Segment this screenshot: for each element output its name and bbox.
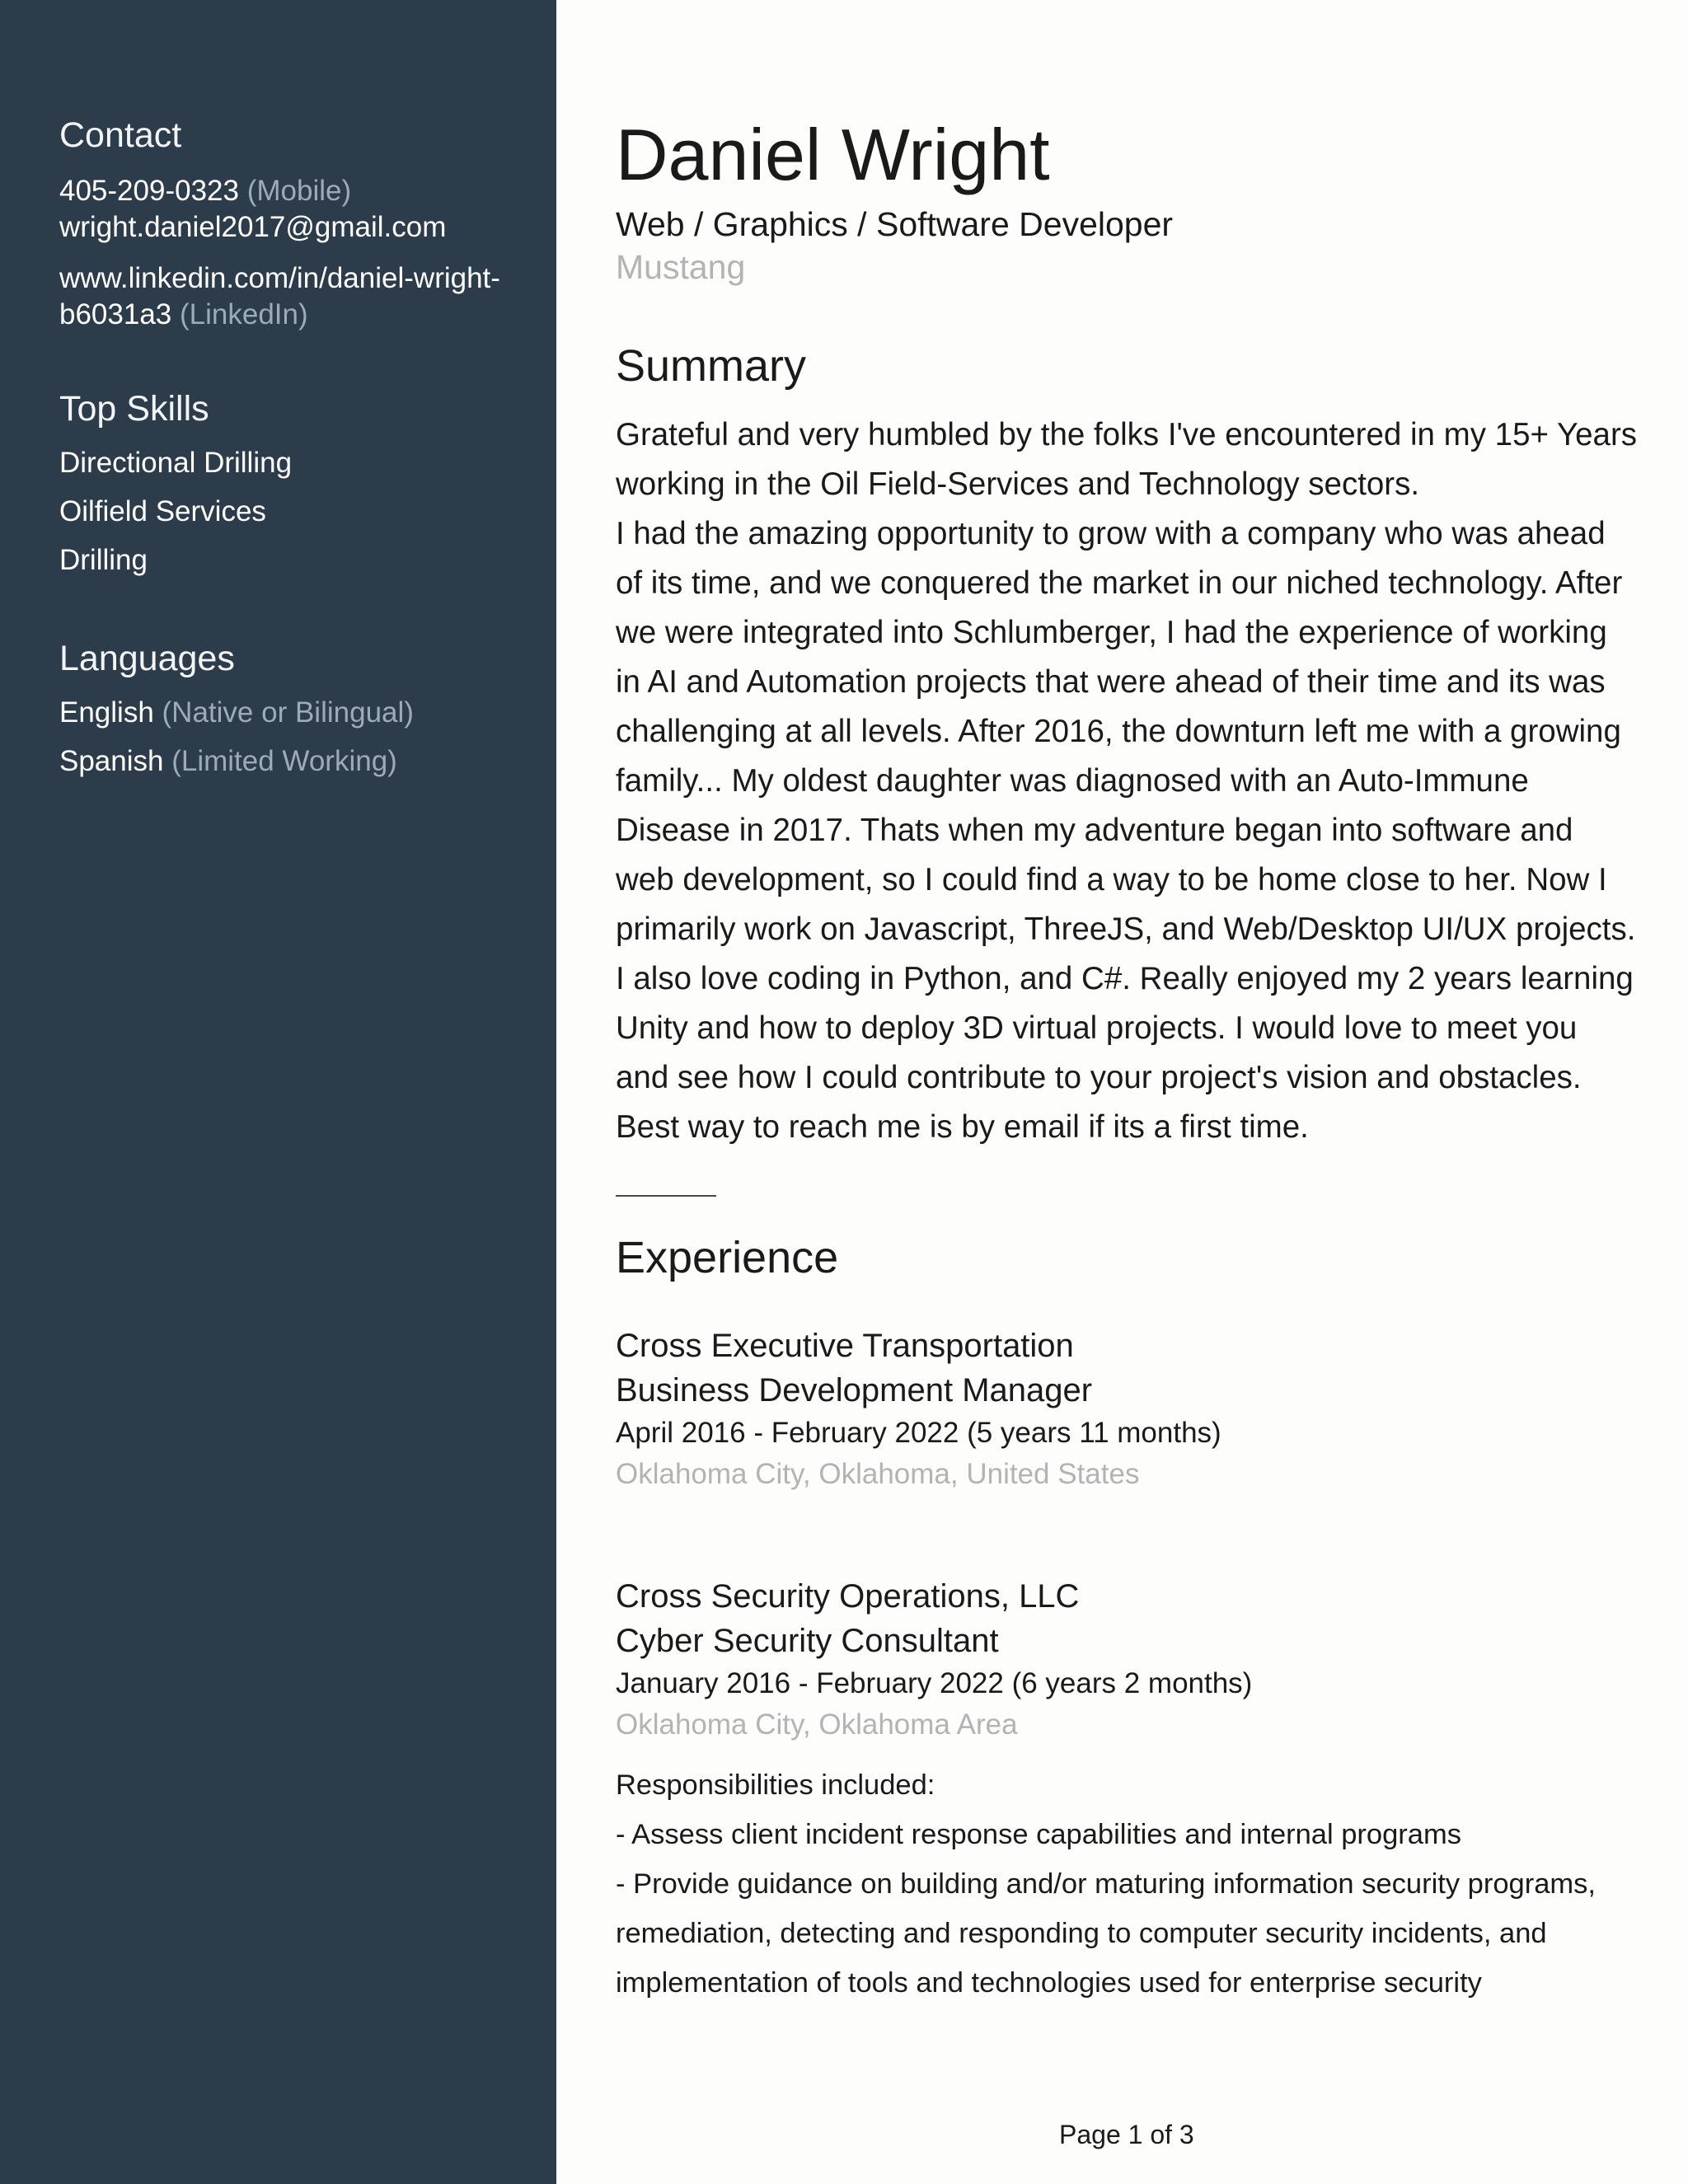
language-level: (Native or Bilingual) bbox=[162, 696, 414, 729]
experience-title: Experience bbox=[616, 1233, 839, 1282]
language-level: (Limited Working) bbox=[171, 745, 397, 777]
languages-section bbox=[59, 637, 532, 785]
contact-heading: Contact bbox=[59, 115, 182, 155]
language-item bbox=[59, 688, 532, 737]
contact-spacer bbox=[59, 246, 532, 260]
languages-heading: Languages bbox=[59, 639, 235, 678]
job-company: Cross Executive Transportation bbox=[616, 1328, 1074, 1364]
job-location: Oklahoma City, Oklahoma Area bbox=[616, 1708, 1018, 1741]
section-divider bbox=[616, 1195, 716, 1197]
phone-line bbox=[59, 173, 532, 209]
contact-section bbox=[59, 114, 532, 333]
skill-item: Drilling bbox=[59, 544, 148, 576]
linkedin-line2 bbox=[59, 297, 532, 333]
language-name: Spanish bbox=[59, 745, 164, 777]
responsibility-line: remediation, detecting and responding to computer security incidents, and bbox=[616, 1918, 1547, 1949]
responsibility-line: Responsibilities included: bbox=[616, 1769, 935, 1801]
job-role: Business Development Manager bbox=[616, 1372, 1093, 1408]
summary-title: Summary bbox=[616, 341, 807, 391]
job-responsibilities bbox=[616, 1760, 1638, 2008]
phone-type: (Mobile) bbox=[246, 175, 352, 207]
sidebar bbox=[0, 0, 556, 2184]
profile-location: Mustang bbox=[616, 248, 746, 286]
job-dates: January 2016 - February 2022 (6 years 2 months) bbox=[616, 1667, 1253, 1699]
linkedin-link-line1[interactable]: www.linkedin.com/in/daniel-wright- bbox=[59, 262, 500, 294]
job-location: Oklahoma City, Oklahoma, United States bbox=[616, 1458, 1140, 1490]
responsibility-line: - Assess client incident response capabilities and internal programs bbox=[616, 1819, 1461, 1850]
top-skills-heading: Top Skills bbox=[59, 389, 209, 429]
experience-item bbox=[616, 1324, 1638, 1495]
phone-number[interactable]: 405-209-0323 bbox=[59, 175, 239, 207]
linkedin-type: (LinkedIn) bbox=[180, 298, 308, 330]
language-item bbox=[59, 737, 532, 785]
responsibility-line: - Provide guidance on building and/or maturing information security programs, bbox=[616, 1868, 1596, 1900]
linkedin-link-line2[interactable]: b6031a3 bbox=[59, 298, 172, 330]
profile-headline: Web / Graphics / Software Developer bbox=[616, 205, 1174, 243]
responsibility-line: implementation of tools and technologies used for enterprise security bbox=[616, 1967, 1482, 1999]
email-link[interactable]: wright.daniel2017@gmail.com bbox=[59, 211, 447, 243]
language-name: English bbox=[59, 696, 154, 729]
main-content bbox=[616, 114, 1638, 2008]
job-company: Cross Security Operations, LLC bbox=[616, 1578, 1080, 1615]
skill-item: Directional Drilling bbox=[59, 447, 293, 479]
experience-item bbox=[616, 1574, 1638, 2008]
summary-body: Grateful and very humbled by the folks I've encountered in my 15+ Years working in the Oil Field-Services and Technology sectors. I had the amazing opportunity to grow with a company who was ahead of its time, and we conquered the market in our niched technology. After we were integrated into Schlumberger, I had the experience of working in AI and Automation projects that were ahead of their time and its was challenging at all levels. After 2016, the downturn left me with a growing family... My oldest daughter was diagnosed with an Auto-Immune Disease in 2017. Thats when my adventure began into software and web development, so I could find a way to be home close to her. Now I primarily work on Javascript, ThreeJS, and Web/Desktop UI/UX projects. I also love coding in Python, and C#. Really enjoyed my 2 years learning Unity and how to deploy 3D virtual projects. I would love to meet you and see how I could contribute to your project's vision and obstacles. Best way to reach me is by email if its a first time. bbox=[616, 417, 1638, 1145]
skill-item: Oilfield Services bbox=[59, 495, 266, 527]
top-skills-section bbox=[59, 387, 532, 584]
job-role: Cyber Security Consultant bbox=[616, 1623, 999, 1659]
profile-name: Daniel Wright bbox=[616, 114, 1050, 195]
job-dates: April 2016 - February 2022 (5 years 11 months) bbox=[616, 1417, 1221, 1449]
page-number: Page 1 of 3 bbox=[1059, 2120, 1194, 2149]
